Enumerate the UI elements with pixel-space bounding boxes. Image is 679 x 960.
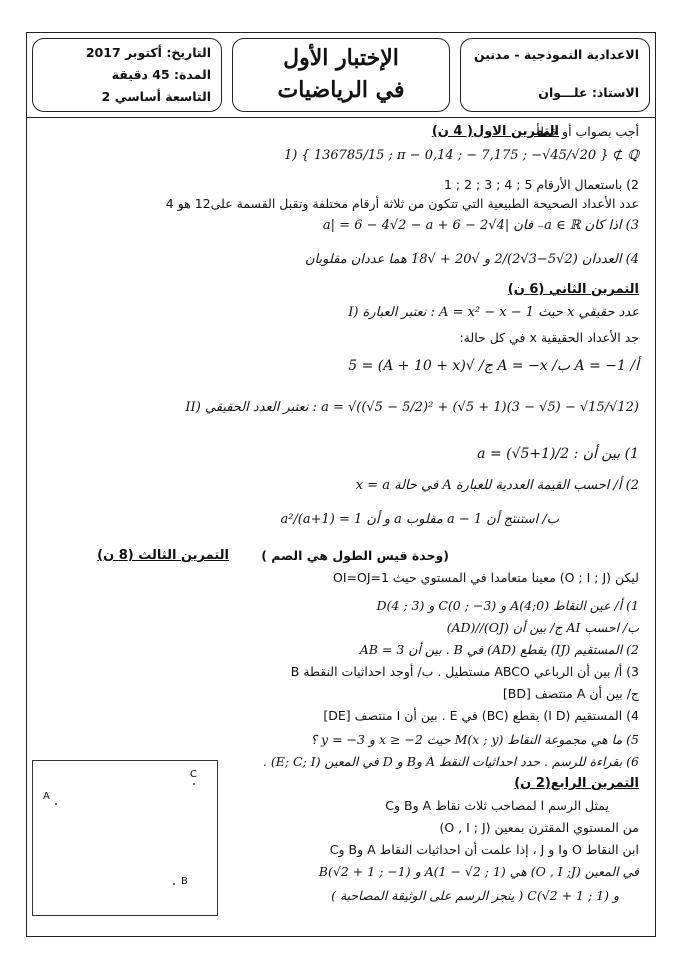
ex3-intro: ليكن (O ; I ; J) معينا متعامدا في المستوي حيث OI=OJ=1: [332, 570, 639, 585]
ex2-p1b: جد الأعداد الحقيقية x في كل حالة:: [459, 330, 639, 345]
ex3-q4: 4) المستقيم (I D) يقطع (BC) في E . بين أن I منتصف [DE]: [323, 708, 639, 723]
points-figure: [32, 760, 218, 916]
ex3-q2: 2) المستقيم (IJ) يقطع (AD) في B . بين أن AB = 3: [359, 642, 639, 657]
ex3-q6: 6) بقراءة للرسم . حدد احداثيات النقط A وB و D في المعين (E; C; I) .: [262, 754, 639, 769]
ex3-title: التمرين الثالث (8 ن): [97, 548, 229, 563]
ex3-q5: 5) ما هي مجموعة النقاط M(x ; y) حيث x ≥ −2 و y = −3 ؟: [310, 732, 639, 747]
ex1-q4: 4) العددان (2√5−3√2)/2 و √20 + √18 هما عددان مقلوبان: [305, 252, 639, 267]
ex2-p2b: 2) أ/ احسب القيمة العددية للعبارة A في حالة x = a: [355, 478, 639, 493]
point-b-label: B: [181, 876, 188, 887]
exam-duration: المدة: 45 دقيقة: [111, 67, 211, 82]
ex1-q1: 1) { 136785/15 ; π − 0,14 ; − 7,175 ; −√45/√20 } ⊄ ℚ: [283, 148, 639, 163]
ex3-q3a: 3) أ/ بين أن الرباعي ABCO مستطيل . ب/ أوجد احداثيات النقطة B: [290, 664, 639, 679]
exam-title: الإختبار الأول: [283, 45, 399, 71]
ex2-p1c: أ/ A = −1 ب/ A = −x ج/ √(A + 10 + x) = 5: [348, 358, 639, 374]
ex3-q1a: 1) أ/ عين النقاط A(4;0) و C(0 ; −3) و D(4 ; 3): [376, 598, 639, 613]
ex4-l4: في المعين (O , I ;J) هي A(1 − √2 ; 1) و B(√2 + 1 ; −1): [318, 864, 639, 879]
exam-date: التاريخ: أكتوبر 2017: [85, 45, 211, 60]
exam-class: التاسعة أساسي 2: [101, 89, 211, 104]
ex1-q3: 3) اذا كان a ∈ ℝ₋ فان |4√2 − 6 + a| = 6 − 4√2 − a: [322, 218, 639, 233]
school-name: الاعدادية النموذجية - مدنين: [474, 47, 639, 62]
ex4-l3: ابن النقاط O وI و J ، إذا علمت أن احداثيات النقاط A وB وC: [329, 842, 639, 857]
ex4-l5: و C(√2 + 1 ; 1) ( ينجز الرسم على الوثيقة المصاحبة ): [331, 888, 619, 903]
ex2-p2c: ب/ استنتج أن a − 1 مقلوب a و أن a²/(a+1) = 1: [280, 512, 559, 527]
ex3-unit: (وحدة قيس الطول هي الصم ): [261, 548, 449, 563]
header-info-box: [32, 38, 222, 112]
ex1-instruction: أجب بصواب أو خطأ: [536, 124, 639, 139]
exam-header: [26, 32, 656, 118]
ex1-q2a: 2) باستعمال الأرقام 5 ; 4 ; 3 ; 2 ; 1: [443, 177, 639, 192]
header-title-box: [232, 38, 450, 112]
point-a-dot: [55, 803, 57, 805]
ex1-title: التمرين الاول( 4 ن): [431, 124, 559, 139]
ex2-p2: II) نعتبر العدد الحقيقي : a = √((√5 − 5/2)² + (√5 + 1)(3 − √5) − √15/√12): [185, 400, 639, 415]
point-b-dot: [173, 883, 175, 885]
ex1-q2b: عدد الأعداد الصحيحة الطبيعية التي تتكون من ثلاثة أرقام مختلفة وتقبل القسمة على12 هو 4: [165, 196, 639, 211]
ex2-p1: I) نعتبر العبارة : A = x² − x − 1 حيث x عدد حقيقي: [348, 305, 639, 320]
ex4-title: التمرين الرابع(2 ن): [514, 776, 639, 791]
point-a-label: A: [43, 791, 50, 802]
ex2-p2a: 1) بين أن : a = (√5+1)/2: [477, 446, 639, 462]
teacher-name: الاستاذ: علـــوان: [538, 85, 639, 100]
ex3-q1b: ب/ احسب AI ج/ بين أن (OJ)//(AD): [446, 620, 639, 635]
point-c-dot: [193, 783, 195, 785]
point-c-label: C: [190, 769, 197, 780]
header-school-box: [460, 38, 650, 112]
ex3-q3b: ج/ بين أن A منتصف [BD]: [502, 686, 639, 701]
exam-subject: في الرياضيات: [277, 77, 405, 103]
ex4-l2: من المستوي المقترن بمعين (O , I ; J): [439, 820, 639, 835]
ex4-l1: يمثل الرسم ا لمصاحب ثلاث نقاط A وB وC: [385, 798, 609, 813]
ex2-title: التمرين الثاني (6 ن): [507, 282, 639, 297]
